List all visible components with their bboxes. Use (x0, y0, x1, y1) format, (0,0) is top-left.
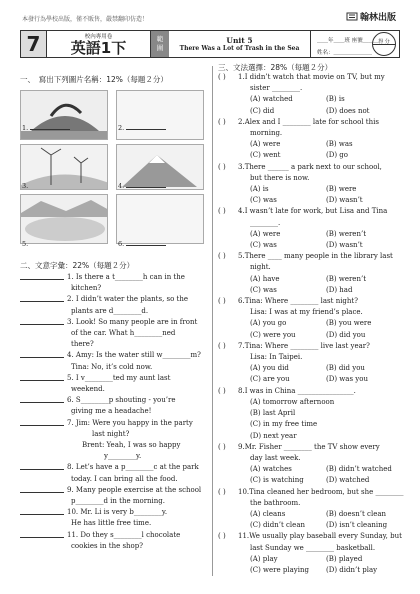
grammar-question-text: Tina cleaned her bedroom, but she ________ (249, 487, 404, 496)
picture-number-6: 6. (118, 240, 125, 248)
publisher-name: 翰林出版 (359, 13, 396, 23)
vocab-text: of the car. What h________ned (71, 329, 176, 338)
grammar-num: 2. (238, 117, 245, 126)
vocab-text: kitchen? (71, 284, 102, 293)
grammar-options (218, 184, 408, 206)
vocab-item-4 (20, 350, 210, 372)
grammar-option[interactable]: (B) didn’t watched (326, 465, 392, 474)
vocab-text: S________p shouting - you’re (75, 396, 176, 405)
worksheet-number: 7 (21, 31, 47, 57)
grammar-options (218, 229, 408, 251)
grammar-answer-box[interactable]: ( ) (218, 252, 226, 261)
grammar-num: 4. (238, 207, 245, 216)
grammar-option[interactable]: (B) played (326, 554, 363, 563)
grammar-option[interactable]: (A) watches (250, 465, 292, 474)
grammar-option[interactable]: (C) was (250, 285, 277, 294)
grammar-option[interactable]: (A) were (250, 229, 281, 238)
grammar-question-line: the bathroom. (250, 498, 301, 507)
vocab-text: Tina: No, it’s cold now. (71, 362, 153, 371)
vocab-text: Jim: Were you happy in the party (75, 418, 193, 427)
grammar-option[interactable]: (D) does not (326, 106, 370, 115)
student-info (311, 31, 399, 57)
grammar-option[interactable]: (C) were you (250, 330, 296, 339)
vocab-text: Many people exercise at the school (75, 485, 202, 494)
grammar-option[interactable]: (A) play (250, 554, 278, 563)
grammar-option[interactable]: (A) tomorrow afternoon (250, 397, 335, 406)
grammar-num: 6. (238, 297, 245, 306)
vocab-text: Is there a t________h can in the (75, 273, 185, 281)
grammar-answer-box[interactable]: ( ) (218, 442, 226, 451)
grammar-question-text: I didn’t watch that movie on TV, but my (244, 73, 385, 81)
vocab-text: y________y. (104, 452, 142, 461)
grammar-item-9 (218, 442, 408, 487)
picture-5-lake (20, 194, 108, 244)
vocab-answer-9[interactable] (20, 485, 64, 493)
picture-3-windmills (20, 144, 108, 190)
picture-number-4: 4. (118, 182, 125, 190)
grammar-question-line: day last week. (250, 453, 301, 462)
grammar-options (218, 397, 408, 442)
vocab-text: Let’s have a p________c at the park (75, 463, 199, 472)
class-seat-field[interactable]: ＿＿年＿＿班 座號＿＿＿ (317, 38, 380, 44)
grammar-answer-box[interactable]: ( ) (218, 532, 226, 541)
vocab-text: I v________ted my aunt last (75, 373, 171, 382)
column-divider (212, 66, 213, 576)
publisher-icon (346, 12, 358, 21)
grammar-num: 9. (238, 442, 245, 451)
picture-number-5: 5. (22, 240, 29, 248)
grammar-num: 1. (238, 73, 245, 81)
vocab-text: p________d in the morning. (71, 497, 166, 506)
grammar-options (218, 464, 408, 486)
grammar-option[interactable]: (C) is watching (250, 476, 304, 485)
grammar-option[interactable]: (D) watched (326, 476, 370, 485)
grammar-question-text: I was in China ________________. (244, 386, 356, 395)
grammar-options (218, 554, 408, 576)
grammar-item-5 (218, 251, 408, 296)
vocab-item-7 (20, 418, 210, 463)
grammar-num: 11. (238, 532, 250, 541)
grammar-options (218, 318, 408, 340)
grammar-option[interactable]: (D) had (326, 285, 353, 294)
grammar-question-line: Lisa: In Taipei. (250, 353, 303, 362)
vocab-item-2 (20, 294, 210, 316)
vocab-answer-11[interactable] (20, 530, 64, 538)
grammar-option[interactable]: (D) wasn’t (326, 241, 363, 250)
grammar-option[interactable]: (D) was you (326, 375, 368, 384)
picture-number-3: 3. (22, 182, 29, 190)
vocab-text: Brent: Yeah, I was so happy (82, 441, 181, 450)
book-title-block (47, 31, 151, 57)
grammar-question-line: Lisa: I was at my friend’s place. (250, 308, 363, 317)
grammar-option[interactable]: (D) did you (326, 330, 366, 339)
grammar-option[interactable]: (B) last April (250, 409, 296, 418)
picture-number-2: 2. (118, 124, 125, 132)
vocab-item-8 (20, 462, 210, 484)
grammar-options (218, 139, 408, 161)
vocab-num: 7. (67, 418, 74, 427)
vocab-text: I didn’t water the plants, so the (75, 295, 189, 304)
vocab-item-6 (20, 395, 210, 417)
range-tag-1: 範 (156, 35, 164, 43)
vocab-item-9 (20, 485, 210, 507)
vocab-num: 5. (67, 373, 74, 382)
unit-title: There Was a Lot of Trash in the Sea (179, 45, 300, 52)
vocab-num: 9. (67, 485, 74, 494)
grammar-option[interactable]: (B) were (326, 185, 357, 194)
publisher-logo (346, 10, 396, 23)
picture-grid (20, 90, 208, 260)
vocab-text: today. I can bring all the food. (71, 474, 178, 483)
grammar-option[interactable]: (A) have (250, 274, 280, 283)
vocab-item-11 (20, 530, 210, 552)
grammar-item-4 (218, 206, 408, 251)
vocab-text: He has little free time. (71, 519, 152, 528)
vocab-text: cookies in the shop? (71, 541, 143, 550)
grammar-option[interactable]: (B) did you (326, 364, 365, 373)
grammar-answer-box[interactable]: ( ) (218, 162, 226, 171)
grammar-option[interactable]: (D) next year (250, 431, 297, 440)
grammar-question-text: We usually play baseball every Sunday, but (249, 532, 402, 541)
grammar-question-row (218, 206, 408, 217)
picture-label-5 (22, 240, 28, 248)
grammar-question-line: but there is now. (250, 173, 310, 182)
vocab-item-10 (20, 507, 210, 529)
vocab-num: 4. (67, 351, 74, 360)
grammar-option[interactable]: (B) weren’t (326, 229, 367, 238)
grammar-option[interactable]: (C) went (250, 151, 281, 160)
vocab-num: 2. (67, 295, 74, 304)
vocab-item-3 (20, 317, 210, 351)
grammar-answer-box[interactable]: ( ) (218, 386, 226, 395)
range-tag-2: 圍 (156, 44, 164, 52)
picture-label-2 (118, 124, 166, 132)
grammar-question-text: Mr. Fisher ________ the TV show every (244, 442, 380, 451)
grammar-question-text: There ____ many people in the library last (244, 252, 393, 261)
picture-label-6 (118, 240, 166, 248)
grammar-question-row (218, 251, 408, 262)
grammar-question-line: night. (250, 263, 271, 272)
grammar-options (218, 94, 408, 116)
grammar-item-6 (218, 296, 408, 341)
grammar-options (218, 509, 408, 531)
grammar-option[interactable]: (B) weren’t (326, 274, 367, 283)
grammar-option[interactable]: (B) you were (326, 319, 372, 328)
picture-label-3 (22, 182, 28, 190)
grammar-item-1 (218, 72, 408, 117)
vocab-text: Mr. Li is very b________y. (80, 508, 168, 517)
grammar-question-text: Alex and I ________ late for school this (244, 117, 379, 126)
grammar-option[interactable]: (B) was (326, 140, 353, 149)
vocab-answer-1[interactable] (20, 272, 64, 280)
vocab-answer-3[interactable] (20, 317, 64, 325)
unit-block (169, 31, 311, 57)
grammar-question-text: Tina: Where ________ live last year? (244, 341, 370, 350)
picture-label-1 (22, 124, 70, 132)
grammar-question-row (218, 72, 408, 83)
vocab-answer-7[interactable] (20, 418, 64, 426)
answer-blank-4[interactable] (126, 182, 166, 188)
picture-6-blank (116, 194, 204, 244)
grammar-question-row (218, 442, 408, 453)
grammar-option[interactable]: (B) is (326, 95, 345, 104)
grammar-item-2 (218, 117, 408, 162)
grammar-option[interactable]: (C) in my free time (250, 420, 318, 429)
vocab-item-1 (20, 272, 210, 294)
vocab-answer-5[interactable] (20, 373, 64, 381)
vocab-text: plants are d________d. (71, 306, 149, 315)
vocab-num: 3. (67, 317, 74, 326)
vocab-text: Do they s________l chocolate (80, 530, 181, 539)
grammar-option[interactable]: (D) wasn’t (326, 196, 363, 205)
grammar-option[interactable]: (A) you go (250, 319, 287, 328)
worksheet-header (20, 30, 400, 58)
score-circle: 得 分 (372, 32, 396, 56)
section1-title: 一、 寫出下列圖片名稱：12%（每題２分） (20, 75, 168, 84)
grammar-options (218, 363, 408, 385)
vocab-item-5 (20, 373, 210, 395)
grammar-answer-box[interactable]: ( ) (218, 487, 226, 496)
book-title: 英語1下 (70, 39, 127, 57)
grammar-question-line: morning. (250, 129, 283, 138)
grammar-question-row (218, 487, 408, 498)
answer-blank-6[interactable] (126, 240, 166, 246)
grammar-num: 8. (238, 386, 245, 395)
vocab-num: 8. (67, 463, 74, 472)
picture-number-1: 1. (22, 124, 29, 132)
grammar-item-7 (218, 341, 408, 386)
answer-blank-1[interactable] (30, 124, 70, 130)
grammar-option[interactable]: (D) isn’t cleaning (326, 521, 388, 530)
grammar-question-row (218, 531, 408, 542)
vocab-answer-8[interactable] (20, 462, 64, 470)
grammar-answer-box[interactable]: ( ) (218, 297, 226, 306)
answer-blank-2[interactable] (126, 124, 166, 130)
grammar-item-8 (218, 386, 408, 442)
grammar-num: 3. (238, 162, 245, 171)
grammar-option[interactable]: (C) were playing (250, 565, 309, 574)
vocab-answer-6[interactable] (20, 395, 64, 403)
grammar-option[interactable]: (C) was (250, 196, 277, 205)
grammar-option[interactable]: (A) were (250, 140, 281, 149)
grammar-option[interactable]: (C) did (250, 106, 275, 115)
picture-2-blank (116, 90, 204, 140)
grammar-question-line: last Sunday we ________ basketball. (250, 543, 376, 552)
grammar-question-row (218, 296, 408, 307)
grammar-question-line: sister ________. (250, 84, 303, 93)
grammar-answer-box[interactable]: ( ) (218, 73, 226, 81)
grammar-answer-box[interactable]: ( ) (218, 341, 226, 350)
grammar-question-text: There ______ a park next to our school, (244, 162, 382, 171)
vocab-text: giving me a headache! (71, 407, 152, 416)
grammar-option[interactable]: (D) didn’t play (326, 565, 378, 574)
grammar-option[interactable]: (A) cleans (250, 509, 286, 518)
name-field[interactable]: 姓名：＿＿＿＿＿＿＿ (317, 50, 373, 56)
grammar-option[interactable]: (C) are you (250, 375, 290, 384)
vocab-text: weekend. (71, 385, 105, 394)
picture-label-4 (118, 182, 166, 190)
vocab-num: 1. (67, 273, 74, 281)
grammar-num: 10. (238, 487, 250, 496)
section3-title: 三、文法選擇：28%（每題２分） (218, 63, 333, 72)
range-tag (151, 31, 169, 57)
vocab-answer-4[interactable] (20, 350, 64, 358)
vocab-text: last night? (92, 429, 130, 438)
grammar-option[interactable]: (C) didn’t clean (250, 521, 305, 530)
grammar-option[interactable]: (B) doesn’t clean (326, 509, 387, 518)
grammar-answer-box[interactable]: ( ) (218, 117, 226, 126)
vocab-num: 6. (67, 396, 74, 405)
vocab-answer-2[interactable] (20, 294, 64, 302)
grammar-option[interactable]: (C) was (250, 241, 277, 250)
grammar-num: 7. (238, 341, 245, 350)
grammar-question-row (218, 117, 408, 128)
book-subtitle: 校內專用卷 (84, 34, 113, 40)
grammar-option[interactable]: (A) you did (250, 364, 289, 373)
grammar-question-row (218, 341, 408, 352)
grammar-item-11 (218, 531, 408, 576)
unit-number: Unit 5 (226, 36, 253, 45)
picture-1-storm (20, 90, 108, 140)
vocab-answer-10[interactable] (20, 507, 64, 515)
grammar-option[interactable]: (A) is (250, 185, 269, 194)
grammar-item-10 (218, 487, 408, 532)
vocab-num: 10. (67, 508, 79, 517)
grammar-list (218, 72, 408, 576)
grammar-option[interactable]: (A) watched (250, 95, 293, 104)
vocab-list (20, 272, 210, 552)
vocab-text: there? (71, 340, 94, 349)
grammar-question-line: ________. (250, 218, 281, 227)
vocab-text: Amy: Is the water still w________m? (75, 351, 201, 360)
vocab-num: 11. (67, 530, 79, 539)
grammar-options (218, 274, 408, 296)
grammar-num: 5. (238, 252, 245, 261)
grammar-question-row (218, 162, 408, 173)
grammar-option[interactable]: (D) go (326, 151, 348, 160)
grammar-answer-box[interactable]: ( ) (218, 207, 226, 216)
grammar-question-row (218, 386, 408, 397)
grammar-question-text: I wasn’t late for work, but Lisa and Tina (244, 207, 388, 216)
grammar-item-3 (218, 162, 408, 207)
grammar-question-text: Tina: Where ________ last night? (244, 297, 358, 306)
vocab-text: Look! So many people are in front (75, 317, 198, 326)
section2-title: 二、文意字彙：22%（每題２分） (20, 261, 135, 270)
copyright-notice: 本發行為學校出版，僅不販售，嚴禁翻印仿造！ (22, 16, 149, 23)
